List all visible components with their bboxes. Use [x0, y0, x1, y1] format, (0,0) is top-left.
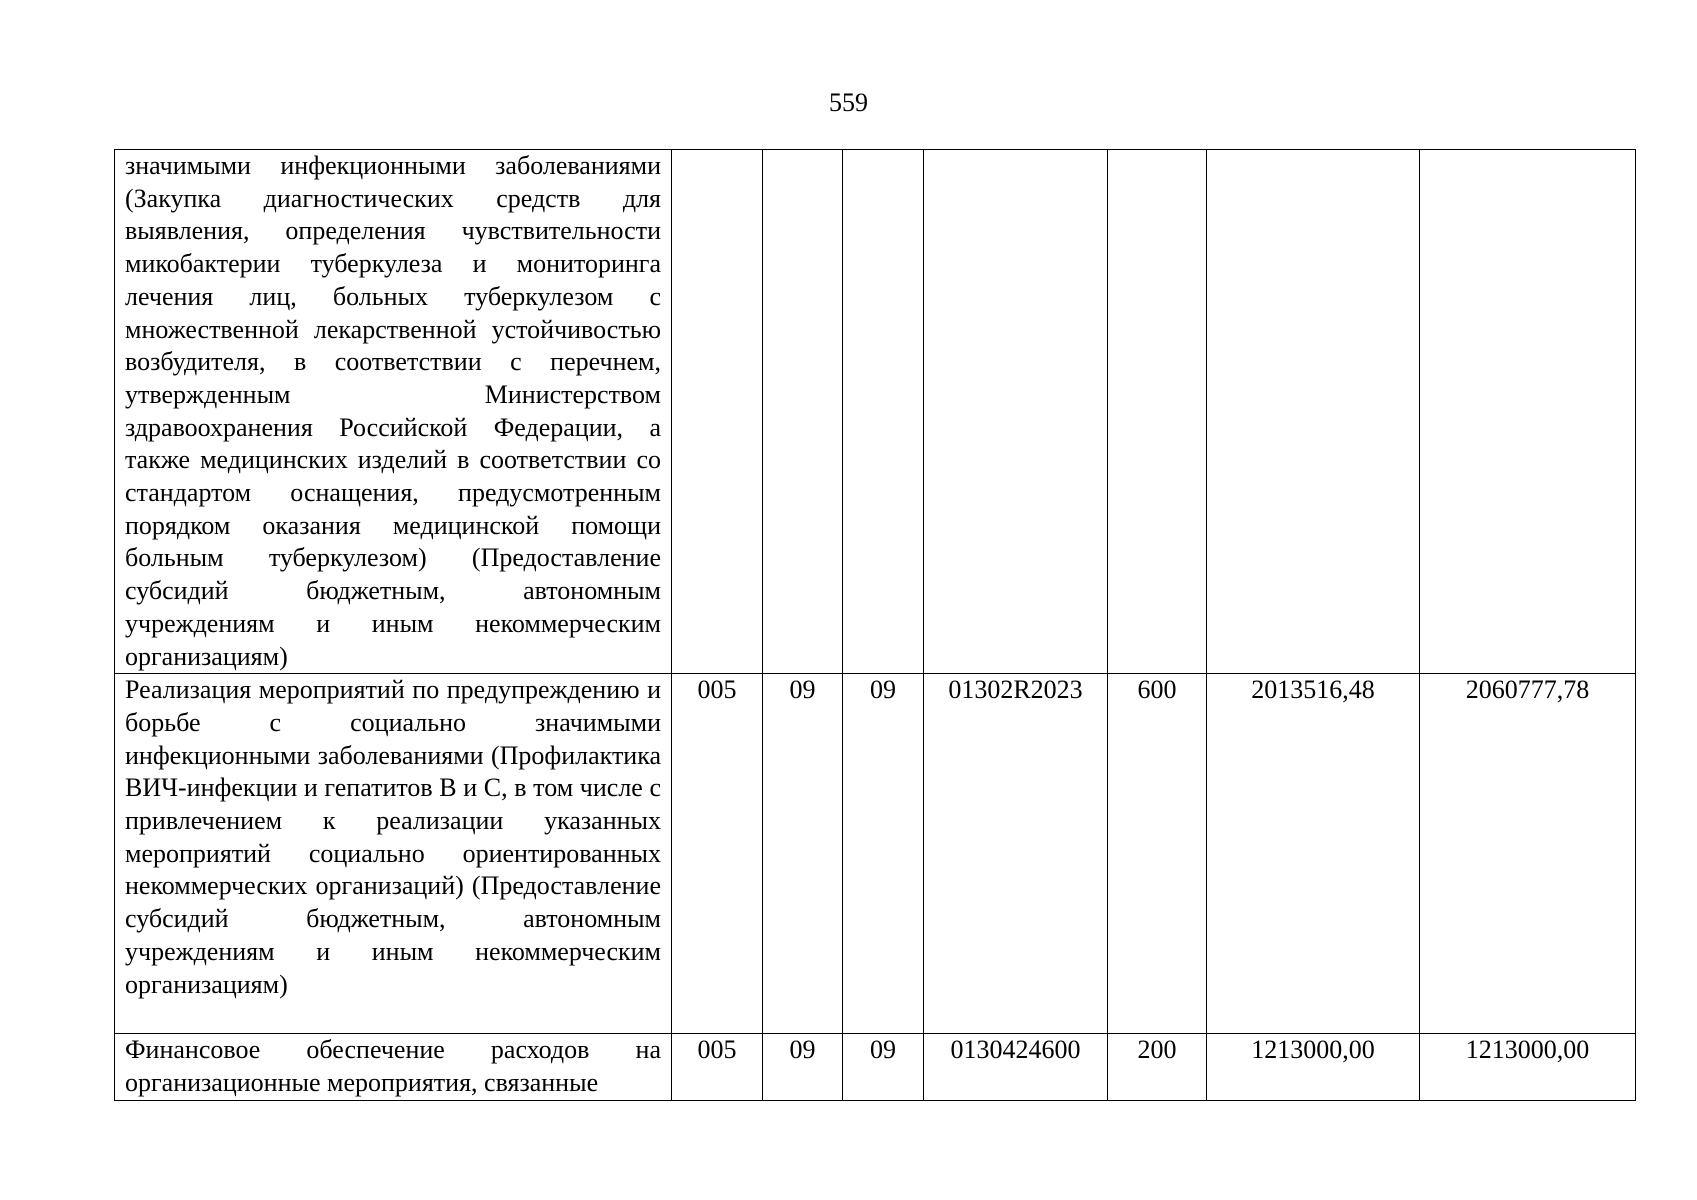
row-description: значимыми инфекционными заболеваниями (Закупка диагностических средств для выявления, определения чувствительности микобактерии туберкулеза и мониторинга лечения лиц, больных туберкулезом с множественной лекарственной устойчивостью возбудителя, в соответствии с перечнем, утвержденным Министерством здравоохранения Российской Федерации, а также медицинских изделий в соответствии со стандартом оснащения, предусмотренным порядком оказания медицинской помощи больным туберкулезом) (Предоставление субсидий бюджетным, автономным учреждениям и иным некоммерческим организациям) [115, 150, 672, 674]
amount-year1 [1207, 150, 1420, 674]
section-code [763, 150, 843, 674]
row-description: Финансовое обеспечение расходов на организационные мероприятия, связанные [115, 1034, 672, 1100]
amount-year1: 2013516,48 [1207, 674, 1420, 1034]
table-row [115, 674, 1636, 1034]
subsection-code: 09 [843, 674, 924, 1034]
table-row [115, 150, 1636, 674]
target-item-code: 01302R2023 [924, 674, 1108, 1034]
amount-year2: 2060777,78 [1420, 674, 1636, 1034]
target-item-code: 0130424600 [924, 1034, 1108, 1100]
ministry-code [672, 150, 763, 674]
amount-year2 [1420, 150, 1636, 674]
amount-year1: 1213000,00 [1207, 1034, 1420, 1100]
subsection-code [843, 150, 924, 674]
budget-table [114, 149, 1636, 1101]
expense-type-code: 200 [1108, 1034, 1207, 1100]
ministry-code: 005 [672, 1034, 763, 1100]
page-number: 559 [829, 88, 868, 117]
target-item-code [924, 150, 1108, 674]
expense-type-code: 600 [1108, 674, 1207, 1034]
amount-year2: 1213000,00 [1420, 1034, 1636, 1100]
row-description: Реализация мероприятий по предупреждению и борьбе с социально значимыми инфекционными заболеваниями (Профилактика ВИЧ-инфекции и гепатитов В и С, в том числе с привлечением к реализации указанных мероприятий социально ориентированных некоммерческих организаций) (Предоставление субсидий бюджетным, автономным учреждениям и иным некоммерческим организациям) [115, 674, 672, 1034]
section-code: 09 [763, 1034, 843, 1100]
table-row [115, 1034, 1636, 1100]
ministry-code: 005 [672, 674, 763, 1034]
expense-type-code [1108, 150, 1207, 674]
section-code: 09 [763, 674, 843, 1034]
subsection-code: 09 [843, 1034, 924, 1100]
